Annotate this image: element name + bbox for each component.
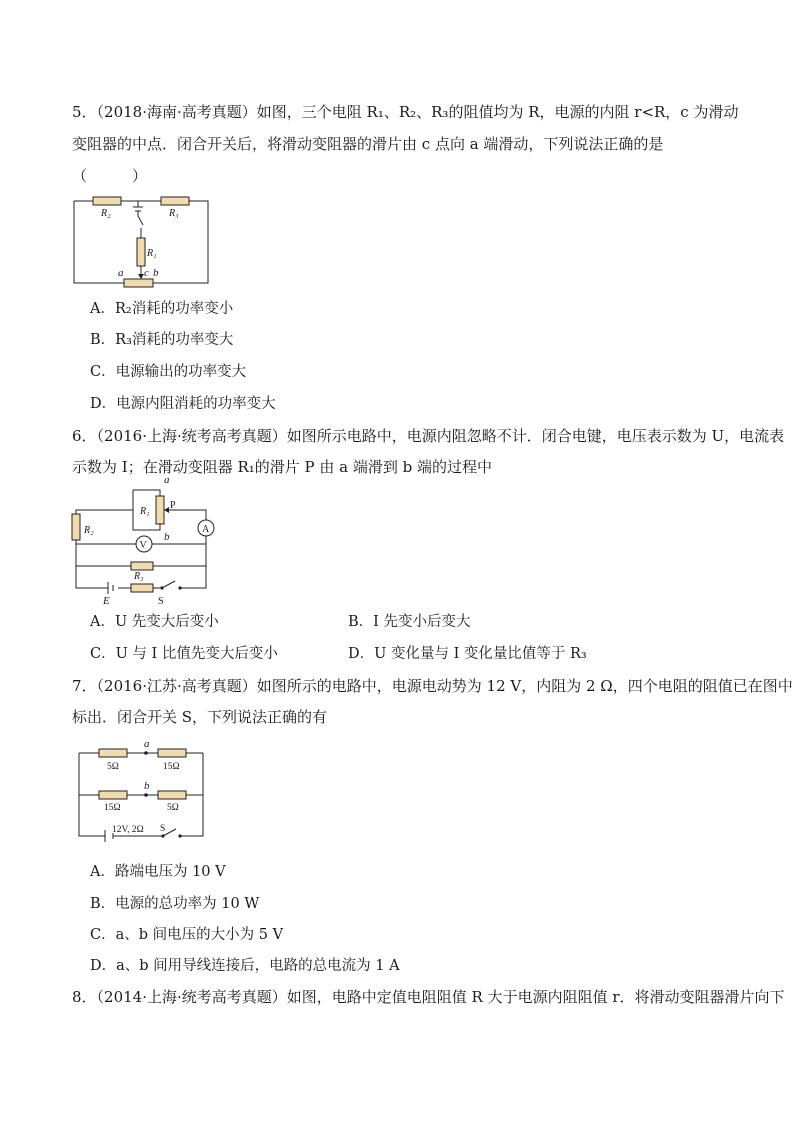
q7-resistor-15-top bbox=[158, 749, 186, 757]
q7-label-source: 12V, 2Ω bbox=[112, 825, 144, 835]
q7-option-c[interactable]: C．a、b 间电压的大小为 5 V bbox=[90, 927, 284, 943]
q6-option-b[interactable]: B．I 先变小后变大 bbox=[348, 614, 471, 630]
q6-label-r1: R₁ bbox=[140, 506, 150, 517]
q5-option-a[interactable]: A．R₂消耗的功率变小 bbox=[90, 301, 234, 317]
q7-text-line-2: 标出．闭合开关 S，下列说法正确的有 bbox=[72, 708, 328, 726]
q6-label-r3: R₃ bbox=[134, 571, 144, 582]
q5-text-line-3: （ ） bbox=[72, 167, 148, 185]
q5-option-d[interactable]: D．电源内阻消耗的功率变大 bbox=[90, 396, 276, 412]
q5-option-b[interactable]: B．R₃消耗的功率变大 bbox=[90, 332, 234, 348]
q7-label-b: b bbox=[144, 780, 150, 792]
q5-label-r1: R₁ bbox=[147, 248, 157, 259]
q5-label-r3: R₃ bbox=[169, 208, 179, 219]
q5-label-b: b bbox=[153, 267, 159, 279]
q7-resistor-15-bottom bbox=[99, 791, 127, 799]
q6-option-a[interactable]: A．U 先变大后变小 bbox=[90, 614, 219, 630]
q6-option-c[interactable]: C．U 与 I 比值先变大后变小 bbox=[90, 646, 278, 662]
q6-text-line-1: 6．（2016·上海·统考高考真题）如图所示电路中，电源内阻忽略不计．闭合电键，电压表示数为 U，电流表 bbox=[72, 427, 785, 445]
q5-text-line-1: 5．（2018·海南·高考真题）如图，三个电阻 R₁、R₂、R₃的阻值均为 R，电源的内阻 r<R，c 为滑动 bbox=[72, 103, 739, 121]
q6-label-s: S bbox=[158, 596, 164, 607]
q6-option-d[interactable]: D．U 变化量与 I 变化量比值等于 R₃ bbox=[348, 646, 587, 662]
q8-text-line-1: 8．（2014·上海·统考高考真题）如图，电路中定值电阻阻值 R 大于电源内阻阻值 r．将滑动变阻器滑片向下 bbox=[72, 988, 785, 1006]
q7-label-5-bottom: 5Ω bbox=[167, 803, 179, 813]
q6-text-line-2: 示数为 I；在滑动变阻器 R₁的滑片 P 由 a 端滑到 b 端的过程中 bbox=[72, 458, 493, 476]
q6-label-am: A bbox=[202, 524, 210, 535]
q7-resistor-5-top bbox=[99, 749, 127, 757]
q5-label-c: c bbox=[144, 267, 149, 279]
q6-label-r2: R₂ bbox=[84, 525, 94, 536]
q5-label-a: a bbox=[118, 267, 124, 279]
q7-label-s: S bbox=[160, 824, 166, 834]
q7-resistor-5-bottom bbox=[158, 791, 186, 799]
q5-text-line-2: 变阻器的中点．闭合开关后，将滑动变阻器的滑片由 c 点向 a 端滑动，下列说法正确的是 bbox=[72, 135, 664, 153]
q7-label-15-top: 15Ω bbox=[163, 762, 180, 772]
q6-label-e: E bbox=[103, 595, 110, 607]
q5-label-r2: R₂ bbox=[101, 208, 111, 219]
q7-text-line-1: 7．（2016·江苏·高考真题）如图所示的电路中，电源电动势为 12 V，内阻为 2 Ω，四个电阻的阻值已在图中 bbox=[72, 677, 793, 695]
q6-label-p: P bbox=[170, 500, 176, 511]
q7-option-d[interactable]: D．a、b 间用导线连接后，电路的总电流为 1 A bbox=[90, 958, 400, 974]
q6-label-b: b bbox=[164, 531, 170, 543]
q7-option-a[interactable]: A．路端电压为 10 V bbox=[90, 864, 226, 880]
q6-label-a: a bbox=[164, 474, 170, 486]
q6-label-v: V bbox=[139, 540, 147, 551]
q5-option-c[interactable]: C．电源输出的功率变大 bbox=[90, 364, 247, 380]
q7-label-a: a bbox=[144, 738, 150, 750]
q7-label-5-top: 5Ω bbox=[107, 762, 119, 772]
q7-label-15-bottom: 15Ω bbox=[104, 803, 121, 813]
q7-option-b[interactable]: B．电源的总功率为 10 W bbox=[90, 896, 260, 912]
